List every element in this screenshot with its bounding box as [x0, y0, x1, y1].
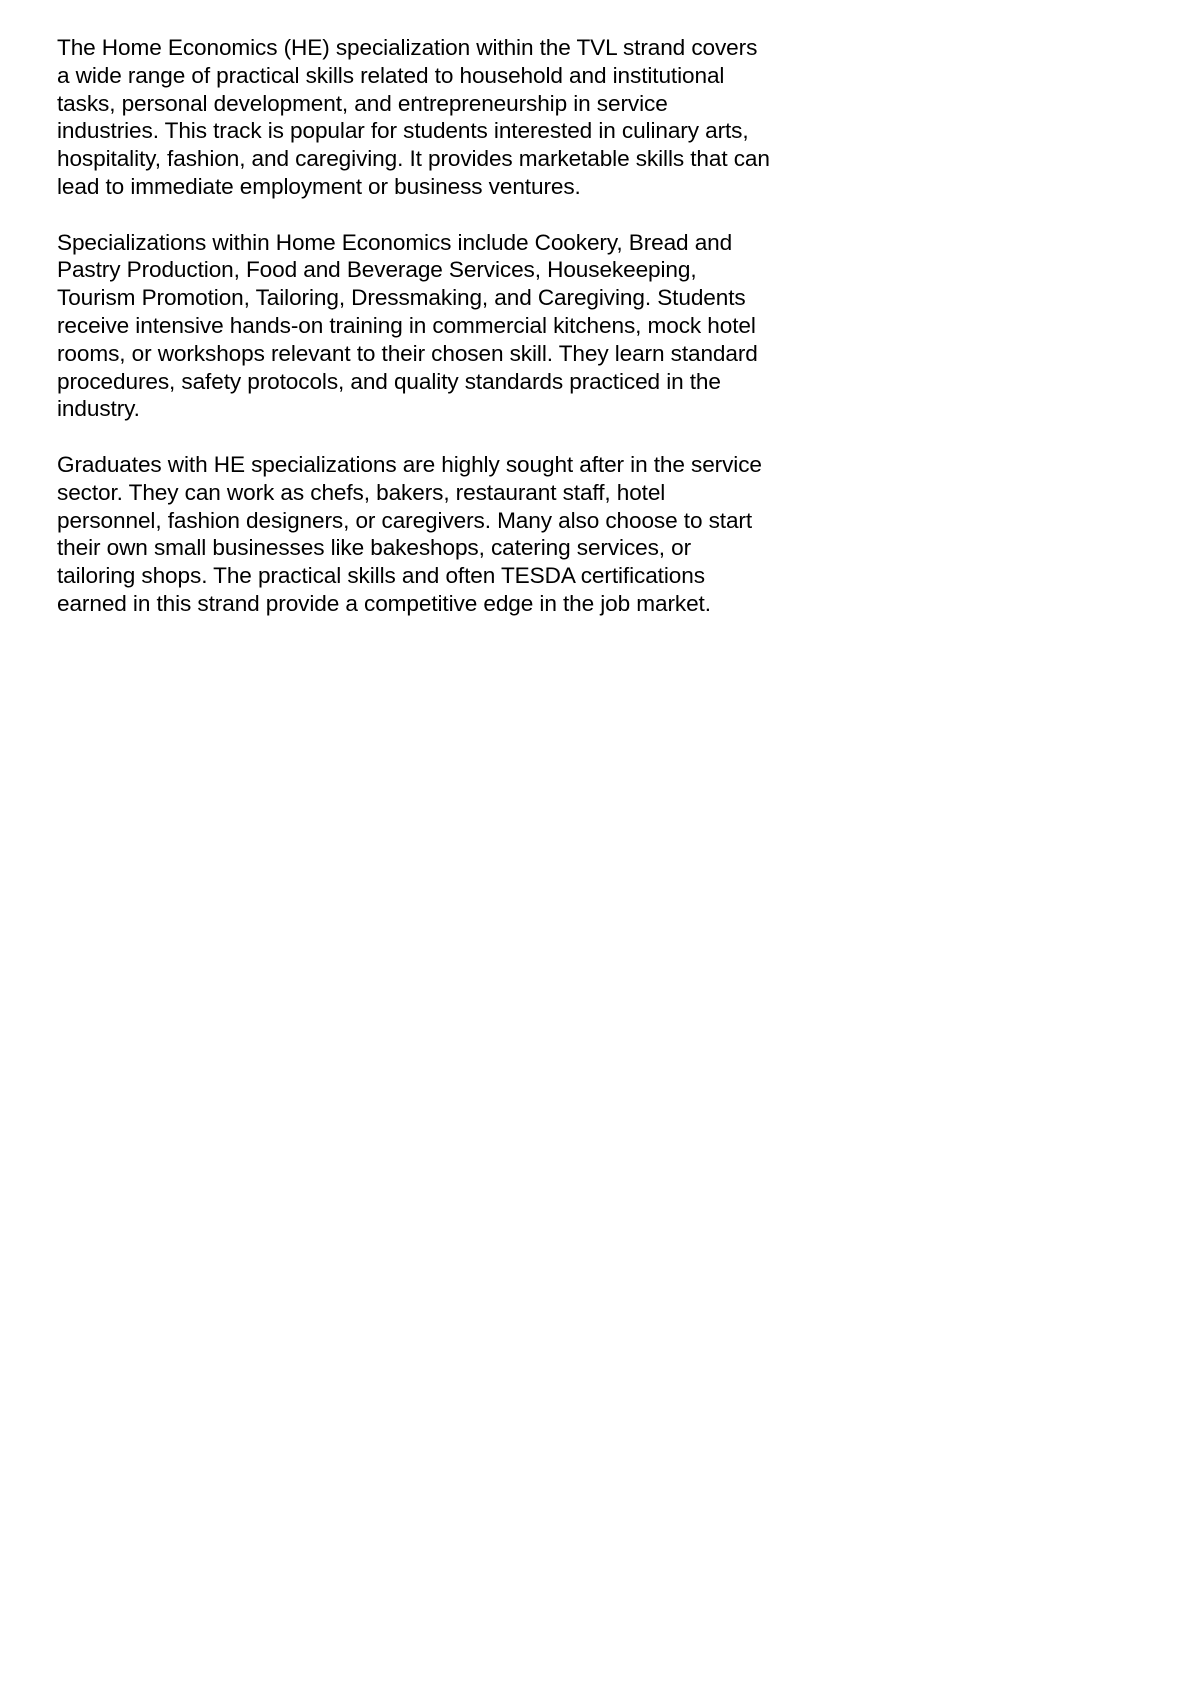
text-line: Graduates with HE specializations are highly sought after in the service [57, 451, 762, 477]
text-line: sector. They can work as chefs, bakers, restaurant staff, hotel [57, 479, 666, 505]
text-line: rooms, or workshops relevant to their chosen skill. They learn standard [57, 340, 758, 366]
text-line: receive intensive hands-on training in commercial kitchens, mock hotel [57, 312, 756, 338]
text-line: a wide range of practical skills related to household and institutional [57, 62, 725, 88]
text-line: tasks, personal development, and entrepreneurship in service [57, 90, 668, 116]
text-line: personnel, fashion designers, or caregivers. Many also choose to start [57, 507, 753, 533]
text-line: industry. [57, 396, 140, 422]
text-line: hospitality, fashion, and caregiving. It provides marketable skills that can [57, 146, 770, 172]
text-line: The Home Economics (HE) specialization within the TVL strand covers [57, 35, 758, 60]
text-line: their own small businesses like bakeshops, catering services, or [57, 535, 692, 561]
paragraph-3 [57, 451, 857, 618]
document-body [57, 34, 857, 646]
text-line: tailoring shops. The practical skills and often TESDA certifications [57, 563, 705, 589]
text-line: lead to immediate employment or business ventures. [57, 173, 581, 199]
text-line: Pastry Production, Food and Beverage Services, Housekeeping, [57, 257, 697, 283]
text-line: earned in this strand provide a competitive edge in the job market. [57, 590, 711, 616]
text-line: Tourism Promotion, Tailoring, Dressmaking, and Caregiving. Students [57, 285, 746, 311]
text-line: Specializations within Home Economics include Cookery, Bread and [57, 229, 733, 255]
text-line: procedures, safety protocols, and quality standards practiced in the [57, 368, 721, 394]
text-line: industries. This track is popular for students interested in culinary arts, [57, 118, 749, 144]
paragraph-1 [57, 34, 857, 201]
paragraph-2 [57, 229, 857, 424]
